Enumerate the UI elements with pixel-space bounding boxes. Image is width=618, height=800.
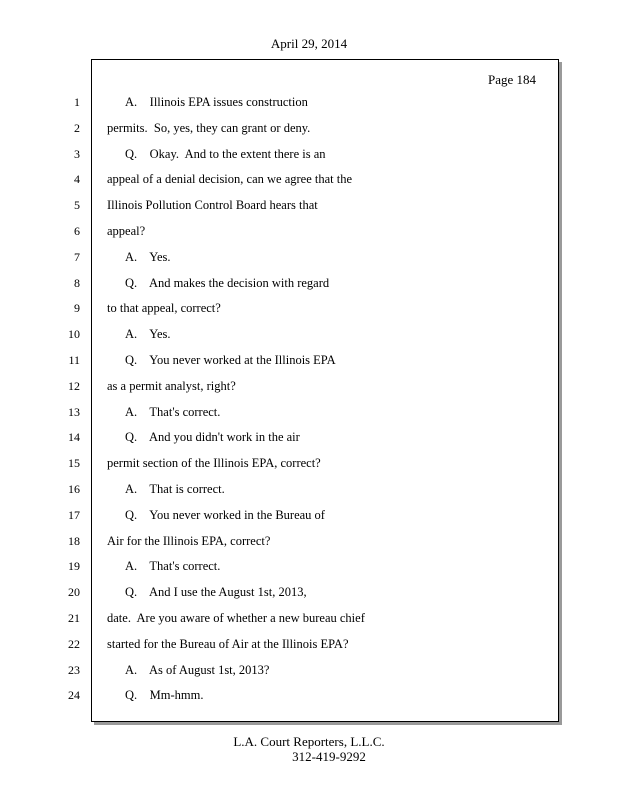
line-number: 13 [68,404,80,419]
transcript-line: Illinois Pollution Control Board hears that [107,198,318,213]
line-number: 15 [68,456,80,471]
transcript-line: A. That's correct. [125,559,221,574]
transcript-line: A. As of August 1st, 2013? [125,662,270,677]
transcript-line: to that appeal, correct? [107,301,221,316]
transcript-line: Q. And you didn't work in the air [125,430,300,445]
line-number: 1 [74,95,80,109]
transcript-line: A. That is correct. [125,482,225,496]
line-number: 22 [68,636,80,651]
transcript-line: Q. And I use the August 1st, 2013, [125,585,307,600]
line-number: 2 [74,120,80,135]
line-number: 17 [68,507,80,522]
transcript-line: as a permit analyst, right? [107,378,236,393]
line-number: 20 [68,585,80,600]
transcript-line: Q. Okay. And to the extent there is an [125,146,326,161]
transcript-line: A. Yes. [125,249,171,264]
page-number: Page 184 [487,72,536,87]
line-number: 23 [68,662,80,677]
transcript-line: date. Are you aware of whether a new bureau chief [107,611,365,625]
footer-company: L.A. Court Reporters, L.L.C. [233,734,385,749]
line-number: 19 [68,559,80,574]
transcript-line: A. That's correct. [125,404,221,419]
transcript-line: appeal of a denial decision, can we agree that the [107,172,353,187]
transcript-line: A. Illinois EPA issues construction [125,95,308,109]
line-number: 3 [74,146,80,161]
line-number: 14 [68,430,80,445]
footer [0,734,618,764]
footer-phone: 312-419-9292 [292,749,366,764]
line-number: 11 [68,353,80,367]
line-number: 5 [74,198,80,213]
line-number: 10 [68,327,80,342]
line-number: 7 [74,249,80,264]
transcript-line: A. Yes. [125,327,171,342]
line-number: 21 [68,611,80,625]
line-number: 6 [74,224,80,238]
transcript-line: started for the Bureau of Air at the Illinois EPA? [107,636,349,651]
line-number: 9 [74,301,80,316]
transcript-line: permits. So, yes, they can grant or deny. [107,120,311,135]
line-number: 4 [74,172,80,187]
transcript-line: Air for the Illinois EPA, correct? [107,533,271,548]
line-number: 18 [68,533,80,548]
transcript-line: Q. You never worked at the Illinois EPA [125,353,336,367]
transcript-line: Q. And makes the decision with regard [125,275,330,290]
line-number: 12 [68,378,80,393]
line-number: 16 [68,482,80,496]
header-date: April 29, 2014 [270,36,348,51]
transcript-line: permit section of the Illinois EPA, correct? [107,456,321,471]
line-number: 8 [74,275,80,290]
transcript-line: appeal? [107,224,146,238]
transcript-line: Q. You never worked in the Bureau of [125,507,325,522]
transcript-line: Q. Mm-hmm. [125,688,204,703]
line-number: 24 [68,688,80,703]
